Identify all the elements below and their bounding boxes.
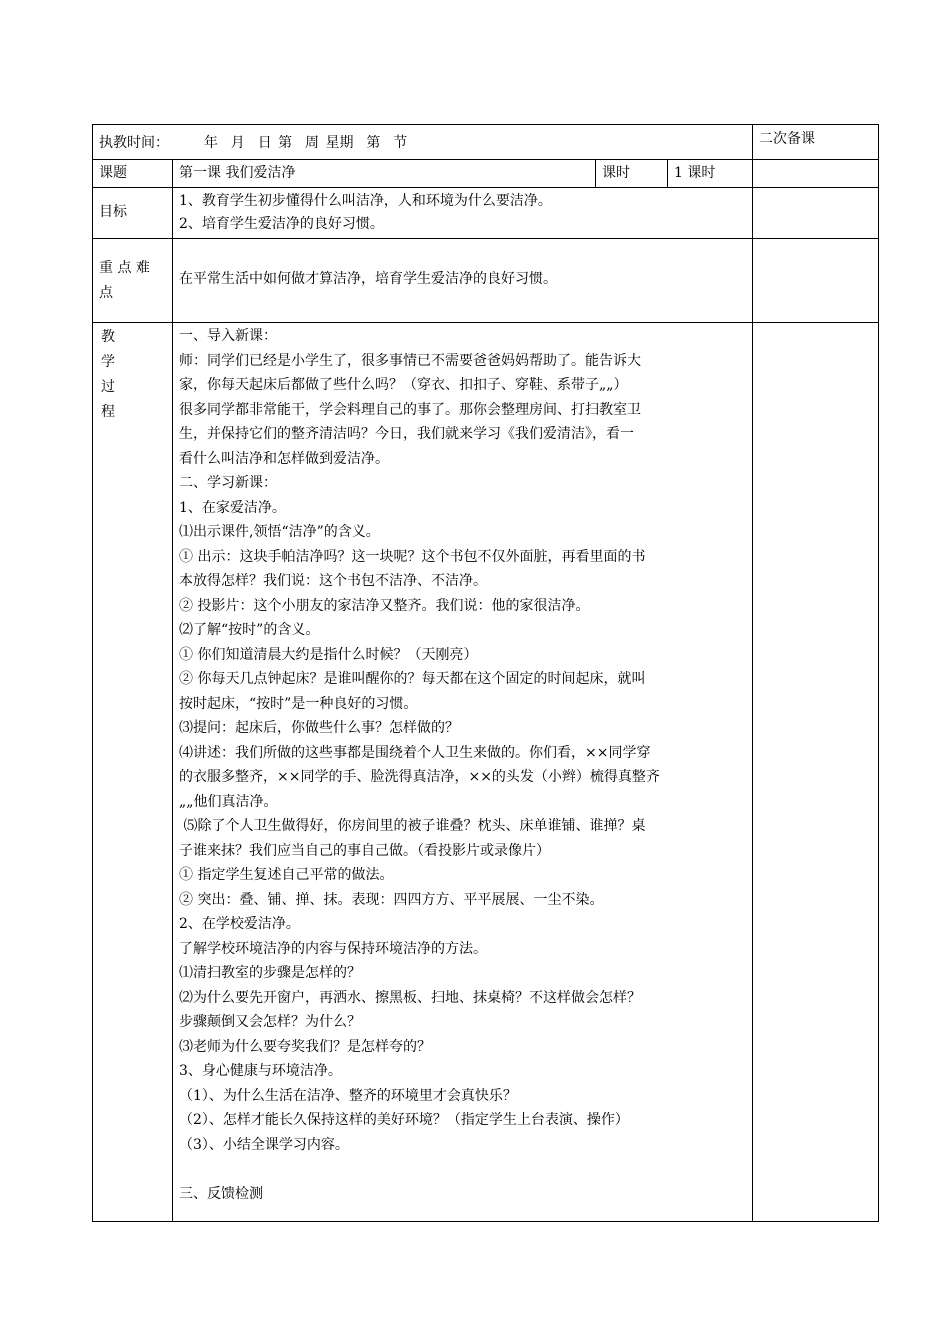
- lesson-plan-table: [92, 124, 879, 1222]
- process-line: ⑷讲述：我们所做的这些事都是围绕着个人卫生来做的。你们看，××同学穿: [179, 744, 651, 761]
- process-line: 生，并保持它们的整齐清洁吗？今日，我们就来学习《我们爱清洁》，看一: [179, 426, 634, 442]
- process-line: 步骤颠倒又会怎样？为什么？: [179, 1014, 361, 1030]
- process-row: [93, 323, 879, 1222]
- key-points-label: 重 点 难 点: [93, 239, 173, 323]
- key-points-text: 在平常生活中如何做才算洁净，培育学生爱洁净的良好习惯。: [173, 239, 753, 323]
- process-line: 很多同学都非常能干，学会料理自己的事了。那你会整理房间、打扫教室卫: [179, 401, 641, 418]
- process-line: ⑸除了个人卫生做得好，你房间里的被子谁叠？枕头、床单谁铺、谁掸？桌: [179, 818, 646, 834]
- process-line: 三、反馈检测: [179, 1185, 263, 1202]
- topic-value: 第一课 我们爱洁净: [173, 160, 596, 188]
- teaching-time-label: 执教时间：: [99, 135, 169, 151]
- process-line: ① 指定学生复述自己平常的做法。: [179, 867, 394, 883]
- process-line: 3、身心健康与环境洁净。: [179, 1063, 342, 1079]
- topic-label: 课题: [93, 160, 173, 188]
- process-line: 师：同学们已经是小学生了，很多事情已不需要爸爸妈妈帮助了。能告诉大: [179, 352, 641, 369]
- process-blank-line: [179, 1157, 746, 1182]
- process-label: 教 学 过 程: [93, 323, 173, 1222]
- process-line: ② 突出：叠、铺、掸、抹。表现：四四方方、平平展展、一尘不染。: [179, 891, 604, 908]
- goals-label: 目标: [93, 188, 173, 239]
- process-line: 了解学校环境洁净的内容与保持环境洁净的方法。: [179, 940, 487, 957]
- process-line: 一、导入新课：: [179, 328, 277, 344]
- process-line: ⑶提问：起床后，你做些什么事？怎样做的？: [179, 720, 459, 736]
- process-line: ⑵为什么要先开窗户，再洒水、擦黑板、扫地、抹桌椅？不这样做会怎样？: [179, 989, 641, 1006]
- teaching-time-fields: 年 月 日 第 周 星期 第 节: [203, 135, 408, 151]
- goals-content: [173, 188, 753, 239]
- header-row: [93, 125, 879, 160]
- process-line: ② 投影片：这个小朋友的家洁净又整齐。我们说：他的家很洁净。: [179, 597, 590, 614]
- topic-second-prep: [753, 160, 879, 188]
- process-line: 2、在学校爱洁净。: [179, 916, 300, 932]
- process-line: （1）、为什么生活在洁净、整齐的环境里才会真快乐？: [179, 1087, 517, 1104]
- hours-value: 1 课时: [668, 160, 753, 188]
- process-line: 家，你每天起床后都做了些什么吗？（穿衣、扣扣子、穿鞋、系带子„„）: [179, 377, 628, 393]
- process-line: „„他们真洁净。: [179, 793, 278, 810]
- process-line: ① 出示：这块手帕洁净吗？这一块呢？这个书包不仅外面脏，再看里面的书: [179, 548, 646, 565]
- process-line: （3）、小结全课学习内容。: [179, 1136, 349, 1153]
- process-line: 按时起床，“按时”是一种良好的习惯。: [179, 695, 418, 712]
- goals-row: [93, 188, 879, 239]
- second-prep-header: 二次备课: [753, 125, 879, 160]
- process-line: 看什么叫洁净和怎样做到爱洁净。: [179, 450, 389, 467]
- key-points-second-prep: [753, 239, 879, 323]
- key-points-row: [93, 239, 879, 323]
- process-content: [173, 323, 753, 1222]
- process-second-prep: [753, 323, 879, 1222]
- process-line: ⑴清扫教室的步骤是怎样的？: [179, 965, 361, 981]
- process-line: 1、在家爱洁净。: [179, 499, 286, 516]
- process-line: ② 你每天几点钟起床？是谁叫醒你的？每天都在这个固定的时间起床，就叫: [179, 671, 646, 687]
- process-line: 子谁来抹？我们应当自己的事自己做。（看投影片或录像片）: [179, 842, 550, 859]
- goal-line: 1、教育学生初步懂得什么叫洁净，人和环境为什么要洁净。: [179, 193, 552, 209]
- process-line: ⑶老师为什么要夸奖我们？是怎样夸的？: [179, 1038, 431, 1055]
- goal-line: 2、培育学生爱洁净的良好习惯。: [179, 216, 384, 232]
- process-line: ① 你们知道清晨大约是指什么时候？（天刚亮）: [179, 646, 478, 663]
- process-line: ⑵了解“按时”的含义。: [179, 622, 320, 638]
- goals-second-prep: [753, 188, 879, 239]
- hours-label: 课时: [596, 160, 668, 188]
- teaching-time-cell: [93, 125, 753, 160]
- process-line: ⑴出示课件,领悟“洁净”的含义。: [179, 524, 380, 540]
- process-line: 本放得怎样？我们说：这个书包不洁净、不洁净。: [179, 573, 487, 589]
- process-line: 的衣服多整齐，××同学的手、脸洗得真洁净，××的头发（小辫）梳得真整齐: [179, 769, 660, 785]
- process-line: 二、学习新课：: [179, 475, 277, 491]
- process-line: （2）、怎样才能长久保持这样的美好环境？（指定学生上台表演、操作）: [179, 1112, 629, 1128]
- topic-row: [93, 160, 879, 188]
